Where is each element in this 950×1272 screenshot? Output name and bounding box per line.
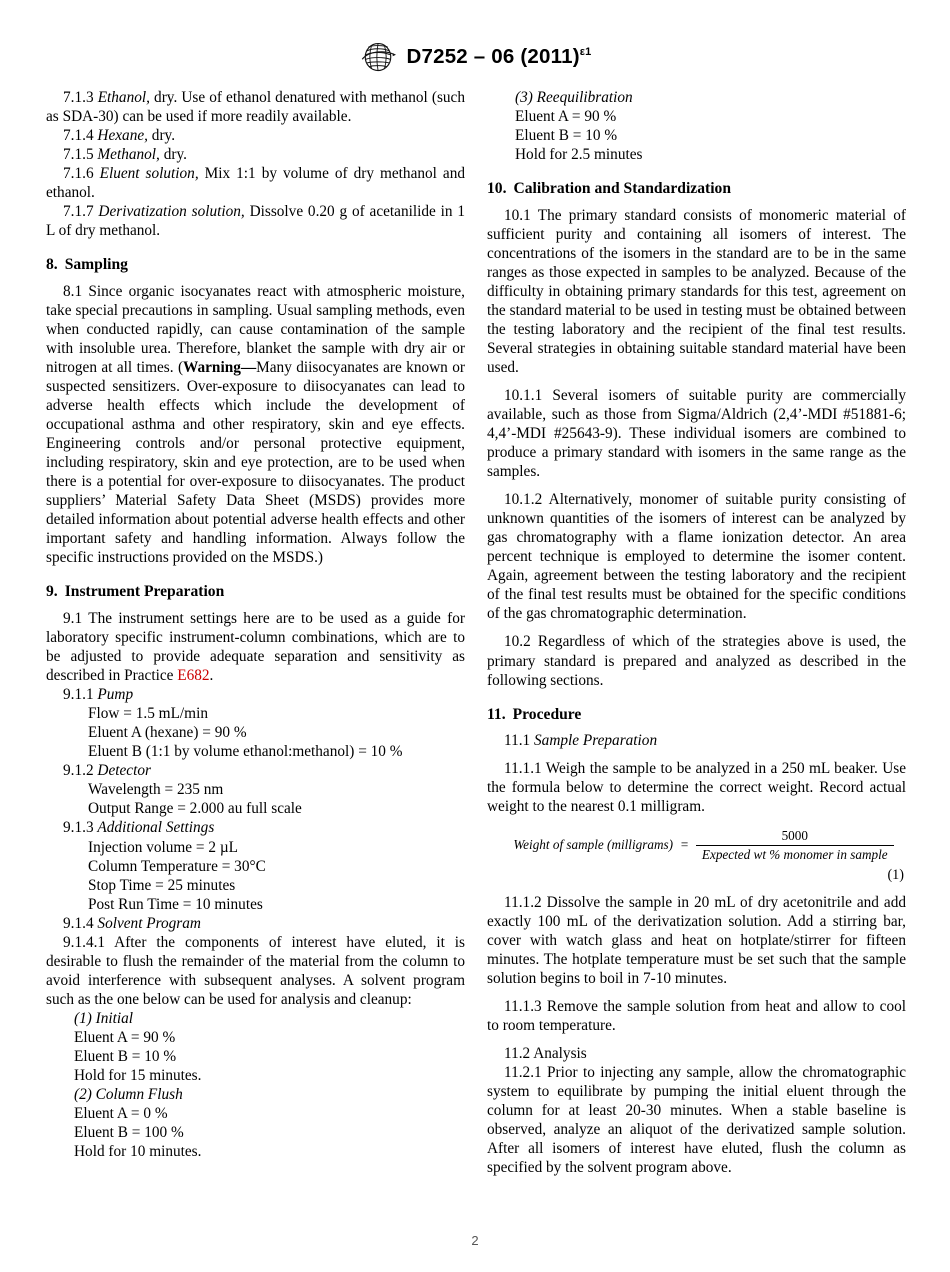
clause-body: Remove the sample solution from heat and allow to cool to room temperature. [487, 997, 906, 1034]
clause-number: 8.1 [63, 282, 83, 300]
clause-number: 11.2.1 [504, 1064, 542, 1081]
solvent-program-step-1-line-2: Eluent B = 10 % [74, 1047, 177, 1065]
clause-body: After the components of interest have eluted, it is desirable to flush the remainder of the material from the column to avoid interference with subsequent analyses. A solvent program such as the one below can be used for analysis and cleanup: [46, 933, 465, 1008]
clause-10-1-1 [487, 386, 906, 481]
clause-7-1-6 [46, 164, 465, 202]
clause-number: 11.1.3 [504, 997, 542, 1015]
clause-number: 9.1.3 [63, 819, 94, 837]
detector-setting-output-range: Output Range = 2.000 au full scale [88, 800, 302, 818]
page-number: 2 [471, 1233, 479, 1248]
clause-term: Sample Preparation [534, 732, 658, 750]
solvent-program-step-3-line-3: Hold for 2.5 minutes [515, 146, 643, 164]
equation-expression [501, 828, 906, 861]
document-designation [407, 45, 592, 69]
clause-term: Pump [97, 686, 134, 704]
equation-equals-sign: = [680, 837, 689, 853]
clause-number: 9.1.4.1 [63, 933, 106, 951]
clause-9-1 [46, 609, 465, 685]
clause-number: 11.2 [504, 1044, 531, 1062]
clause-number: 9.1.2 [63, 762, 94, 780]
clause-9-1-4-1 [46, 933, 465, 1009]
clause-number: 10.1 [504, 206, 531, 224]
clause-term: Methanol, [97, 146, 160, 164]
pump-setting-flow: Flow = 1.5 mL/min [88, 705, 208, 723]
warning-label: Warning— [183, 359, 257, 377]
additional-setting-injection-volume: Injection volume = 2 µL [88, 838, 238, 856]
solvent-program-step-1-line-1: Eluent A = 90 % [74, 1028, 176, 1046]
equation-denominator: Expected wt % monomer in sample [696, 845, 894, 862]
clause-body: Prior to injecting any sample, allow the chromatographic system to equilibrate by pumping the initial eluent through the column for at least 20-30 minutes. When a stable baseline is observed, analyze an aliquot of the derivatized sample solution. After all isomers of interest have eluted, flush the column as specified by the solvent program above. [487, 1064, 906, 1177]
section-heading-8 [46, 256, 465, 275]
clause-7-1-7 [46, 202, 465, 240]
section-number: 10. [487, 180, 507, 198]
clause-9-1-1-heading [46, 685, 465, 704]
section-title: Sampling [64, 256, 128, 274]
clause-body-part-2: Many diisocyanates are known or suspected sensitizers. Over-exposure to diisocyanates can lead to adverse health effects which include the development of occupational asthma and other respiratory, skin and eye effects. Engineering controls and/or personal protective equipment, including respiratory, skin and eye protection, are to be used when there is a potential for over-exposure to diisocyanates. The product suppliers’ Material Safety Data Sheet (MSDS) provides more detailed information about potential adverse health effects and other important safety and handling information. Always follow the specific instructions provided on the MSDS.) [46, 359, 465, 567]
solvent-program-step-1-line-3: Hold for 15 minutes. [74, 1066, 202, 1084]
clause-9-1-2-heading [46, 761, 465, 780]
clause-number: 10.1.1 [504, 387, 543, 405]
clause-number: 10.1.2 [504, 491, 543, 509]
clause-11-1-2 [487, 893, 906, 988]
section-number: 11. [487, 705, 506, 723]
clause-body: dry. [147, 127, 176, 145]
pump-setting-eluent-b: Eluent B (1:1 by volume ethanol:methanol) = 10 % [88, 743, 403, 761]
clause-number: 9.1.1 [63, 686, 94, 704]
solvent-program-step-2-line-3: Hold for 10 minutes. [74, 1143, 202, 1160]
left-column [46, 88, 465, 1177]
clause-10-1 [487, 206, 906, 377]
section-number: 8. [46, 256, 58, 274]
solvent-program-step-3-line-1: Eluent A = 90 % [515, 108, 617, 126]
detector-setting-wavelength: Wavelength = 235 nm [88, 781, 224, 799]
additional-setting-post-run-time: Post Run Time = 10 minutes [88, 895, 263, 913]
two-column-body [0, 88, 950, 1177]
page-footer [0, 1232, 950, 1250]
clause-11-2-1 [487, 1063, 906, 1177]
astm-logo-icon [359, 42, 397, 72]
designation-text: D7252 – 06 (2011) [406, 45, 580, 68]
clause-body: Several isomers of suitable purity are commercially available, such as those from Sigma/Aldrich (2,4’-MDI #51881-6; 4,4’-MDI #25643-9). These individual isomers are combined to produce a primary standard with isomers in the same range as the samples. [487, 387, 906, 481]
equation-number: (1) [887, 866, 904, 883]
section-heading-11 [487, 706, 906, 725]
section-heading-9 [46, 583, 465, 602]
section-title: Procedure [512, 705, 582, 723]
section-heading-10 [487, 180, 906, 199]
clause-term: Additional Settings [97, 819, 215, 837]
equation-numerator: 5000 [781, 828, 808, 844]
page-header [0, 0, 950, 88]
clause-term: Detector [97, 762, 151, 780]
clause-body: Mix 1:1 by volume of dry methanol and ethanol. [46, 165, 465, 202]
clause-body: Regardless of which of the strategies above is used, the primary standard is prepared and analyzed as described in the following sections. [487, 633, 906, 689]
clause-number: 7.1.5 [63, 146, 94, 164]
epsilon-marker: ε1 [579, 46, 592, 59]
solvent-program-step-2-line-1: Eluent A = 0 % [74, 1104, 168, 1122]
section-title: Instrument Preparation [64, 583, 225, 601]
clause-11-1-3 [487, 997, 906, 1035]
clause-11-1-1 [487, 759, 906, 816]
clause-7-1-5 [46, 145, 465, 164]
solvent-program-step-1-label: (1) Initial [74, 1009, 134, 1027]
standard-reference-link[interactable]: E682 [177, 667, 210, 685]
clause-number: 9.1 [63, 610, 83, 628]
clause-11-2-heading [487, 1044, 906, 1063]
section-title: Calibration and Standardization [513, 180, 731, 198]
clause-term: Derivatization solution, [98, 203, 245, 221]
clause-number: 9.1.4 [63, 914, 94, 932]
clause-10-2 [487, 632, 906, 689]
clause-number: 11.1.2 [504, 893, 542, 911]
clause-body-part-1: The instrument settings here are to be used as a guide for laboratory specific instrument-column combinations, which are to be adjusted to provide adequate separation and sensitivity as described in Practice [46, 610, 465, 685]
clause-number: 11.1.1 [504, 760, 542, 778]
clause-number: 11.1 [504, 732, 531, 750]
additional-setting-column-temperature: Column Temperature = 30°C [88, 857, 266, 875]
clause-body: Dissolve the sample in 20 mL of dry acetonitrile and add exactly 100 mL of the derivatization solution. Add a stirring bar, cover with watch glass and heat on hotplate/stirrer for fifteen minutes. The hotplate temperature must be set such that the sample solution begins to boil in 7-10 minutes. [487, 893, 906, 987]
clause-term: Solvent Program [97, 914, 201, 932]
solvent-program-step-3-line-2: Eluent B = 10 % [515, 127, 618, 145]
solvent-program-step-3-label: (3) Reequilibration [515, 89, 633, 106]
equation-fraction [696, 828, 894, 861]
clause-number: 10.2 [504, 633, 531, 651]
equation-1 [487, 828, 906, 883]
clause-body-part-2: . [209, 667, 214, 685]
clause-body: Weigh the sample to be analyzed in a 250 mL beaker. Use the formula below to determine the correct weight. Record actual weight to the nearest 0.1 milligram. [487, 760, 906, 816]
clause-7-1-3 [46, 88, 465, 126]
clause-body: Alternatively, monomer of suitable purity consisting of unknown quantities of the isomers of interest can be analyzed by gas chromatography with a flame ionization detector. An area percent technique is employed to determine the isomer content. Again, agreement between the testing laboratory and the recipient of the final test results must be obtained for the specific conditions of the gas chromatographic determination. [487, 491, 906, 623]
clause-8-1 [46, 282, 465, 567]
clause-number: 7.1.3 [63, 89, 94, 106]
clause-body: dry. Use of ethanol denatured with methanol (such as SDA-30) can be used if more readily available. [46, 89, 465, 126]
additional-setting-stop-time: Stop Time = 25 minutes [88, 876, 236, 894]
clause-body: The primary standard consists of monomeric material of sufficient purity and containing all isomers of interest. The concentrations of the isomers in the standard are to be in the same ranges as those expected in samples to be analyzed. Because of the difficulty in obtaining primary standards for this test, agreement on the standard material to be used in testing must be obtained between the testing laboratory and the recipient of the final test results. Several strategies in obtaining suitable standard material have been used. [487, 206, 906, 377]
clause-term: Analysis [533, 1044, 587, 1062]
clause-number: 7.1.6 [63, 165, 94, 183]
clause-term: Hexane, [97, 127, 148, 145]
clause-term: Eluent solution, [99, 165, 199, 183]
section-number: 9. [46, 583, 58, 601]
solvent-program-step-2-line-2: Eluent B = 100 % [74, 1123, 184, 1141]
pump-setting-eluent-a: Eluent A (hexane) = 90 % [88, 724, 247, 742]
clause-body: Dissolve 0.20 g of acetanilide in 1 L of dry methanol. [46, 203, 465, 240]
clause-9-1-4-heading [46, 914, 465, 933]
clause-term: Ethanol, [97, 89, 150, 106]
solvent-program-step-2-label: (2) Column Flush [74, 1085, 183, 1103]
equation-left-hand-side: Weight of sample (milligrams) [513, 837, 673, 853]
clause-9-1-3-heading [46, 818, 465, 837]
clause-11-1-heading [487, 731, 906, 750]
clause-7-1-4 [46, 126, 465, 145]
clause-body-part-1: Since organic isocyanates react with atmospheric moisture, take special precautions in sampling. Usual sampling methods, even when conducted rapidly, can cause contamination of the sample with insoluble urea. Therefore, blanket the sample with dry air or nitrogen at all times. ( [46, 282, 465, 377]
clause-number: 7.1.7 [63, 203, 94, 221]
right-column [487, 88, 906, 1177]
clause-10-1-2 [487, 490, 906, 623]
clause-body: dry. [159, 146, 187, 164]
clause-number: 7.1.4 [63, 127, 94, 145]
